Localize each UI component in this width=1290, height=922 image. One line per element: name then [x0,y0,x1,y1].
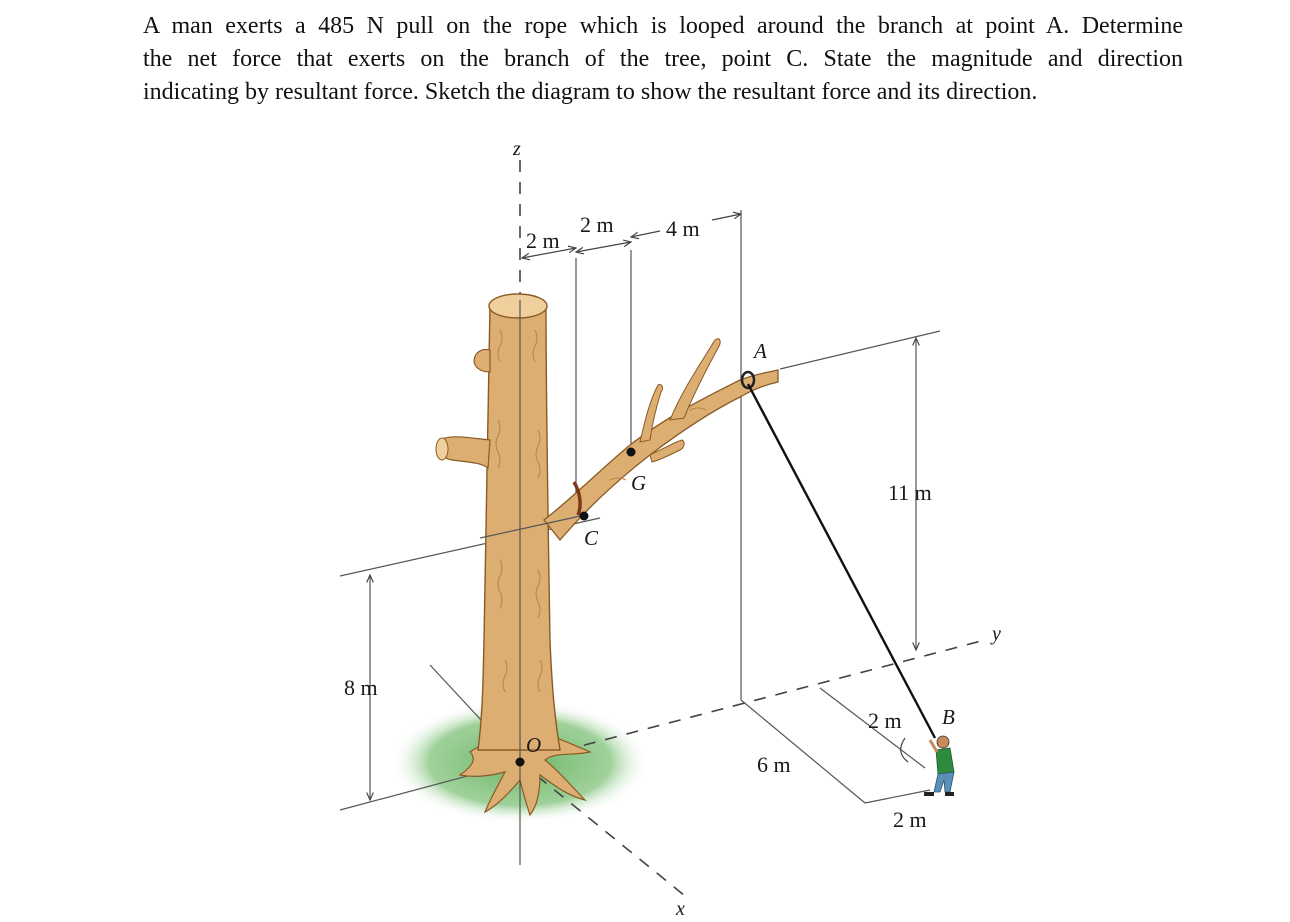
dim-2m-left: 2 m [526,228,560,253]
problem-line-3: indicating by resultant force. Sketch the diagram to show the resultant force and its direction. [143,79,1038,105]
problem-line-2: the net force that exerts on the branch of the tree, point C. State the magnitude and direction [143,46,1183,72]
rope-a-to-b [748,384,935,738]
point-b-label: B [942,705,955,729]
axis-z-label: z [513,138,521,160]
axis-x-label: x [676,898,685,920]
man-pulling-rope-icon [924,736,954,796]
point-c-dot [580,512,589,521]
point-o-label: O [526,733,542,757]
point-c-label: C [584,526,599,550]
problem-line-1: A man exerts a 485 N pull on the rope which is looped around the branch at point A. Determine [143,13,1183,39]
dim-2m-mid: 2 m [580,212,614,237]
dim-2m-man-upper: 2 m [868,708,902,733]
dim-6m: 6 m [757,752,791,777]
point-g-dot [627,448,636,457]
point-g-label: G [631,471,647,495]
point-a-label: A [754,339,767,363]
dim-4m: 4 m [666,216,700,241]
dim-2m-man-lower: 2 m [893,807,927,832]
dim-11m: 11 m [888,480,932,505]
axis-y-label: y [992,623,1001,645]
point-o-dot [516,758,525,767]
dim-8m: 8 m [344,675,378,700]
